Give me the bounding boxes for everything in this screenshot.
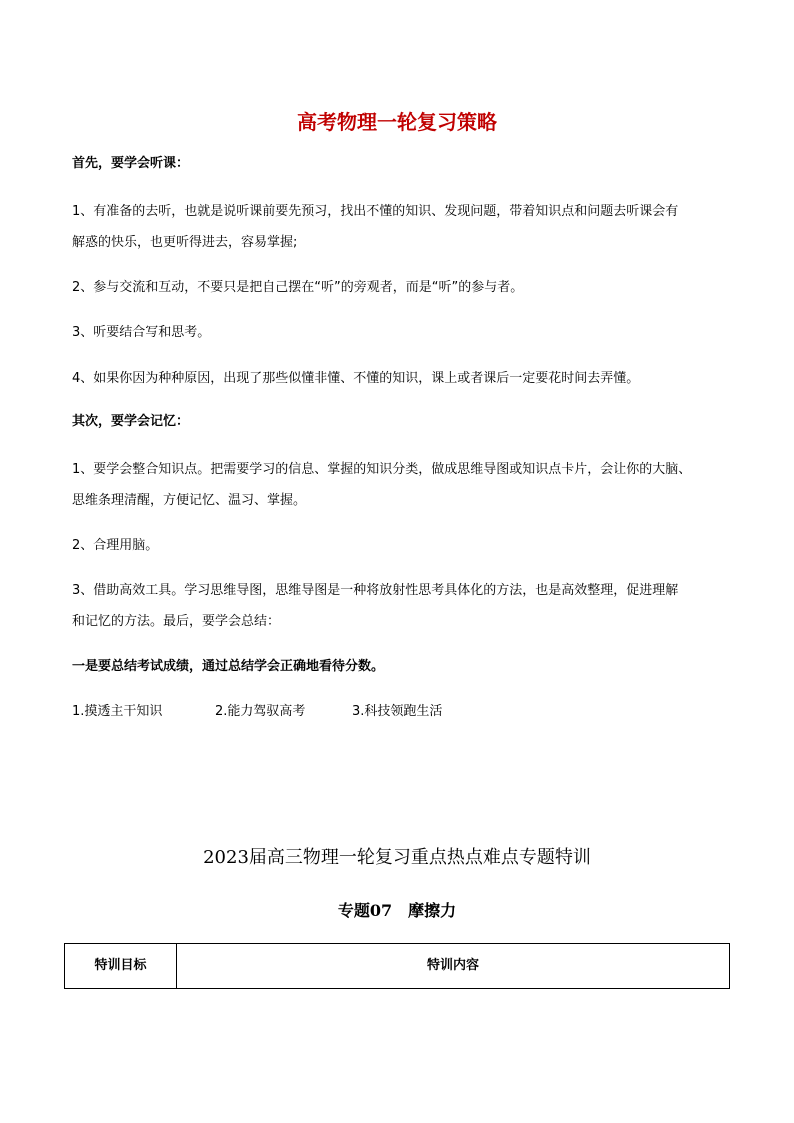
- section2-heading: 其次，要学会记忆：: [72, 414, 190, 429]
- topic-name: 摩擦力: [408, 901, 457, 920]
- section2-item1-line2: 思维条理清醒，方便记忆、温习、掌握。: [72, 493, 307, 508]
- section1-item2: 2、参与交流和互动，不要只是把自己摆在“听”的旁观者，而是“听”的参与者。: [72, 280, 524, 295]
- section1-item1-line1: 1、有准备的去听，也就是说听课前要先预习，找出不懂的知识、发现问题，带着知识点和问题去听课会有: [72, 204, 679, 219]
- table-header-goal: 特训目标: [65, 944, 177, 989]
- list-item: 1.摸透主干知识: [72, 704, 163, 719]
- section1-heading: 首先，要学会听课：: [72, 156, 190, 171]
- section1-item3: 3、听要结合写和思考。: [72, 325, 211, 340]
- section1-item1-line2: 解惑的快乐，也更听得进去，容易掌握;: [72, 235, 298, 250]
- list-item: 3.科技领跑生活: [352, 704, 443, 719]
- section1-item4: 4、如果你因为种种原因，出现了那些似懂非懂、不懂的知识，课上或者课后一定要花时间去弄懂。: [72, 371, 640, 386]
- list-item: 2.能力驾驭高考: [215, 704, 306, 719]
- section2-item3-line1: 3、借助高效工具。学习思维导图，思维导图是一种将放射性思考具体化的方法，也是高效整理，促进理解: [72, 583, 679, 598]
- section2-item1-line1: 1、要学会整合知识点。把需要学习的信息、掌握的知识分类，做成思维导图或知识点卡片，会让你的大脑、: [72, 462, 692, 477]
- table-header-content: 特训内容: [177, 944, 730, 989]
- training-table: [64, 943, 730, 989]
- section2-item3-line2: 和记忆的方法。最后，要学会总结：: [72, 614, 281, 629]
- table-header-row: [65, 944, 730, 989]
- summary-line: 一是要总结考试成绩，通过总结学会正确地看待分数。: [72, 659, 385, 674]
- main-title: 2023届高三物理一轮复习重点热点难点专题特训: [203, 847, 591, 868]
- section2-item2: 2、合理用脑。: [72, 538, 159, 553]
- page-title: 高考物理一轮复习策略: [297, 110, 497, 134]
- topic-title: [0, 898, 794, 921]
- goal-list: [72, 703, 442, 721]
- topic-number: 专题07: [337, 901, 393, 920]
